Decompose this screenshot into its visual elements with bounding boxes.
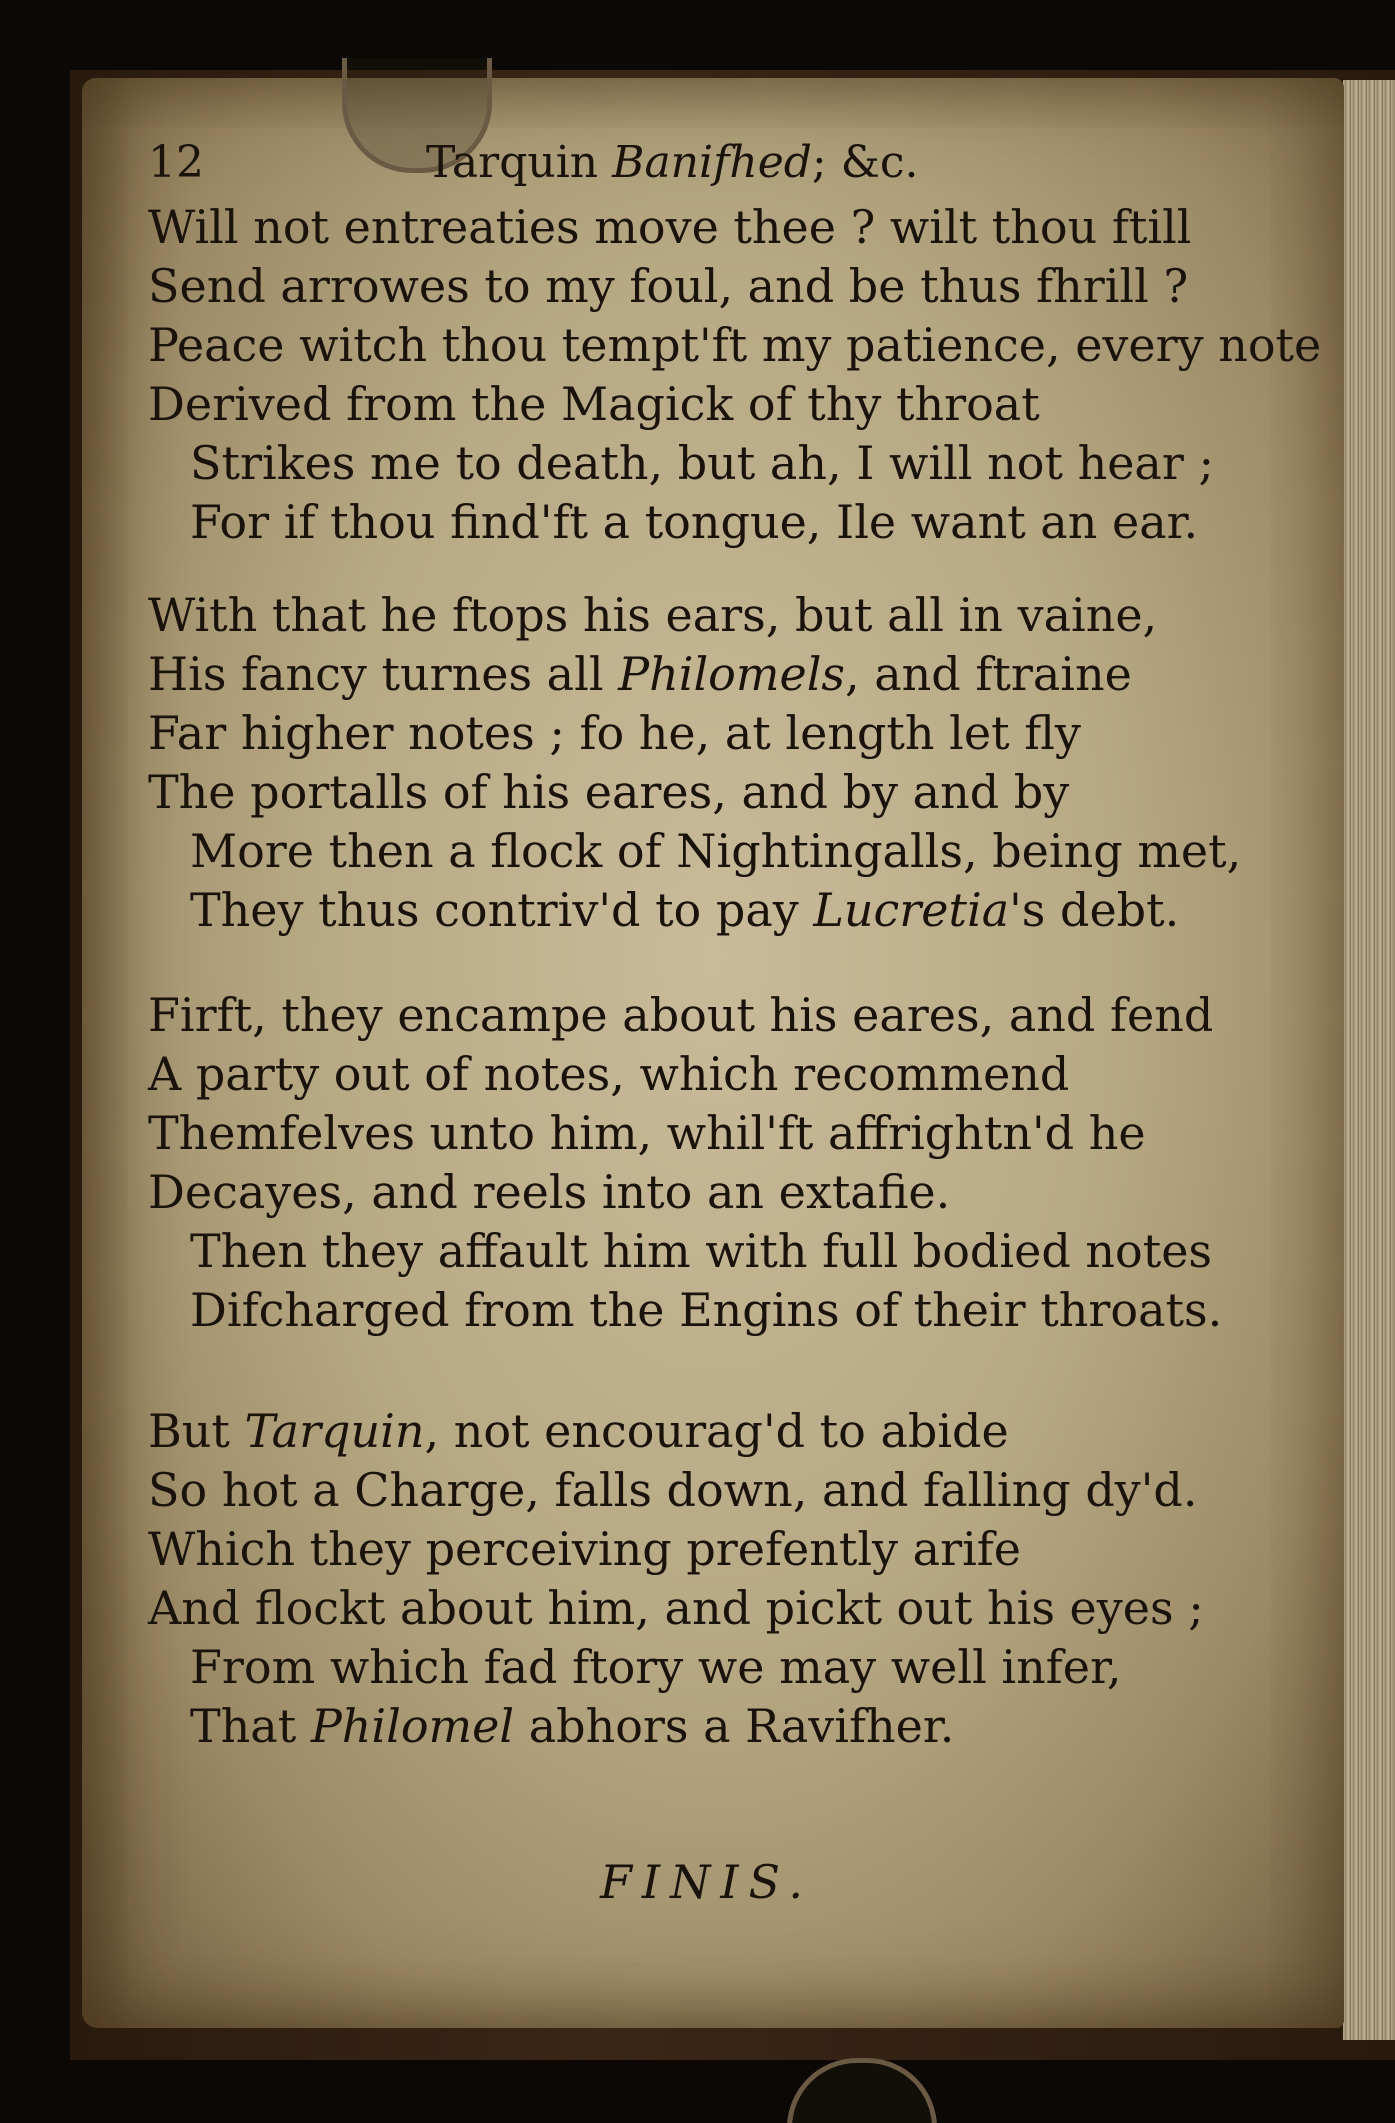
verse-line bbox=[148, 704, 1248, 763]
clasp-bottom-icon bbox=[787, 2058, 937, 2123]
verse-italic-name: Philomels bbox=[618, 647, 846, 701]
stanza bbox=[148, 586, 1248, 940]
verse-line bbox=[148, 1402, 1248, 1461]
verse-line bbox=[148, 1045, 1248, 1104]
verse-text: More then a flock of Nightingalls, being met, bbox=[190, 824, 1242, 878]
verse-line bbox=[148, 257, 1248, 316]
verse-text: Peace witch thou tempt'ft my patience, every note bbox=[148, 318, 1322, 372]
finis: FINIS. bbox=[600, 1855, 814, 1909]
verse-line bbox=[148, 881, 1248, 940]
running-title-tail: ; &c. bbox=[811, 137, 919, 188]
verse-text: Far higher notes ; fo he, at length let fly bbox=[148, 706, 1081, 760]
verse-text: But bbox=[148, 1404, 245, 1458]
verse-text: And flockt about him, and pickt out his eyes ; bbox=[148, 1581, 1204, 1635]
text-block bbox=[148, 128, 1322, 1756]
page-number: 12 bbox=[148, 137, 204, 188]
verse-text: For if thou find'ft a tongue, Ile want an ear. bbox=[190, 495, 1199, 549]
verse-text: , not encourag'd to abide bbox=[424, 1404, 1009, 1458]
verse-line bbox=[148, 1461, 1248, 1520]
running-head bbox=[148, 128, 1248, 198]
stanza bbox=[148, 198, 1322, 552]
verse-text: Will not entreaties move thee ? wilt thou ftill bbox=[148, 200, 1192, 254]
verse-text: Difcharged from the Engins of their throats. bbox=[190, 1283, 1223, 1337]
verse-text: Derived from the Magick of thy throat bbox=[148, 377, 1040, 431]
verse-line bbox=[148, 1520, 1248, 1579]
verse-text: With that he ftops his ears, but all in vaine, bbox=[148, 588, 1158, 642]
verse-text: A party out of notes, which recommend bbox=[148, 1047, 1070, 1101]
stanza bbox=[148, 1402, 1248, 1756]
verse-text: His fancy turnes all bbox=[148, 647, 619, 701]
verse-text: Decayes, and reels into an extafie. bbox=[148, 1165, 951, 1219]
verse-italic-name: Tarquin bbox=[244, 1404, 425, 1458]
verse-line bbox=[148, 763, 1248, 822]
verse-text: The portalls of his eares, and by and by bbox=[148, 765, 1070, 819]
verse-text: , and ftraine bbox=[845, 647, 1132, 701]
verse-text: Which they perceiving prefently arife bbox=[148, 1522, 1022, 1576]
verse-line bbox=[148, 375, 1248, 434]
running-title-roman: Tarquin bbox=[426, 137, 613, 188]
verse-line bbox=[148, 1697, 1248, 1756]
verse-line bbox=[148, 1222, 1248, 1281]
poem bbox=[148, 198, 1322, 1756]
verse-italic-name: Philomel bbox=[310, 1699, 515, 1753]
verse-text: From which fad ftory we may well infer, bbox=[190, 1640, 1122, 1694]
verse-text: They thus contriv'd to pay bbox=[190, 883, 814, 937]
verse-line bbox=[148, 1281, 1248, 1340]
stanza bbox=[148, 986, 1248, 1340]
verse-text: 's debt. bbox=[1009, 883, 1180, 937]
verse-text: That bbox=[190, 1699, 311, 1753]
verse-line bbox=[148, 1579, 1248, 1638]
verse-line bbox=[148, 493, 1248, 552]
verse-text: Themfelves unto him, whil'ft affrightn'd he bbox=[148, 1106, 1146, 1160]
running-title-italic: Banifhed bbox=[612, 137, 812, 188]
verse-text: Strikes me to death, but ah, I will not hear ; bbox=[190, 436, 1214, 490]
verse-line bbox=[148, 822, 1248, 881]
running-title bbox=[426, 128, 919, 198]
verse-text: abhors a Ravifher. bbox=[514, 1699, 955, 1753]
verse-line bbox=[148, 586, 1248, 645]
verse-text: Firft, they encampe about his eares, and fend bbox=[148, 988, 1214, 1042]
verse-line bbox=[148, 198, 1248, 257]
verse-line bbox=[148, 316, 1322, 375]
verse-line bbox=[148, 1638, 1248, 1697]
page-fore-edge bbox=[1343, 80, 1395, 2040]
verse-line bbox=[148, 986, 1248, 1045]
verse-text: So hot a Charge, falls down, and falling dy'd. bbox=[148, 1463, 1198, 1517]
verse-text: Then they affault him with full bodied notes bbox=[190, 1224, 1213, 1278]
verse-italic-name: Lucretia bbox=[813, 883, 1010, 937]
verse-line bbox=[148, 1104, 1248, 1163]
verse-line bbox=[148, 645, 1248, 704]
verse-line bbox=[148, 1163, 1248, 1222]
verse-text: Send arrowes to my foul, and be thus fhrill ? bbox=[148, 259, 1189, 313]
verse-line bbox=[148, 434, 1248, 493]
